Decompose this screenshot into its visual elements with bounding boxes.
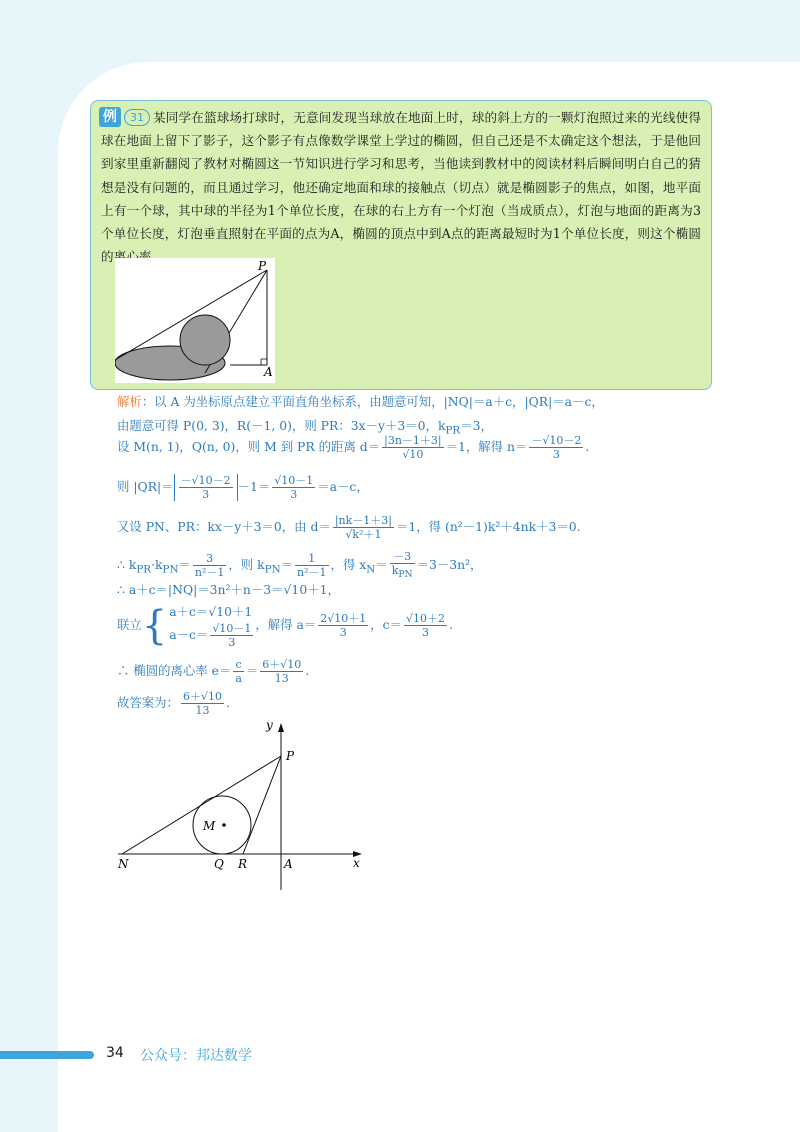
- sol-8-end: .: [449, 617, 453, 632]
- frac-3-2-num: －√10－2: [531, 434, 582, 447]
- sol-line-5: [117, 514, 581, 541]
- sys-eq-2: [169, 622, 255, 649]
- label-q: Q: [214, 857, 224, 871]
- sol-line-6: [117, 550, 482, 581]
- frac-8-c-den: 3: [422, 626, 429, 639]
- frac-10-den: 13: [195, 704, 210, 717]
- sol-text-1: ：以 A 为坐标原点建立平面直角坐标系，由题意可知，|NQ|＝a＋c，|QR|＝a－c，: [141, 394, 604, 409]
- frac-4-1-num: －√10－2: [180, 474, 231, 487]
- sol-text-2-end: ＝3，: [460, 418, 493, 433]
- label-p2: P: [286, 749, 295, 763]
- sol-line-4: [117, 474, 369, 501]
- frac-3-1: [382, 434, 444, 461]
- sys-eq-1: a＋c＝√10＋1: [169, 604, 253, 619]
- sol-sub-2: PR: [445, 424, 461, 437]
- problem-text: [101, 106, 701, 268]
- label-y: y: [266, 718, 273, 732]
- sol-line-7: [117, 580, 340, 598]
- label-m: M: [203, 819, 216, 833]
- sol-4-end: ＝a－c，: [317, 479, 369, 494]
- frac-8-sys-den: 3: [228, 636, 236, 649]
- frac-3-2: [529, 434, 583, 461]
- frac-4-2: [272, 474, 315, 501]
- sol-line-1: [117, 392, 604, 410]
- abs-4: [174, 474, 238, 501]
- sol-6-m1: ，则 k: [228, 557, 265, 573]
- label-r: R: [238, 857, 248, 871]
- sol-5-end: ＝1，得 (n²－1)k²＋4nk＋3＝0.: [396, 519, 581, 534]
- frac-9-2-den: 13: [274, 672, 289, 685]
- frac-8-sys-num: √10－1: [212, 622, 252, 635]
- sol-3-end: .: [585, 439, 590, 454]
- sol-line-3: [117, 434, 589, 461]
- frac-3-1-den: √10: [402, 448, 424, 461]
- frac-6-3-den-k: k: [391, 564, 399, 577]
- example-number: 31: [124, 109, 150, 126]
- problem-body: 某同学在篮球场打球时，无意间发现当球放在地面上时，球的斜上方的一颗灯泡照过来的光线使得球在地面上留下了影子，这个影子有点像数学课堂上学过的椭圆，但自己还是不太确定这个想法，于是他回到家里重新翻阅了教材对椭圆这一节知识进行学习和思考，当他读到教材中的阅读材料后瞬间明白自己的猜想是没有问题的，而且通过学习，他还确定地面和球的接触点（切点）就是椭圆影子的焦点，如图，地平面上有一个球，其中球的半径为1个单位长度，在球的右上方有一个灯泡（当成质点），灯泡与地面的距离为3个单位长度，灯泡垂直照射在平面的点为A，椭圆的顶点中到A点的距离最短时为1个单位长度，则这个椭圆的离心率: [101, 110, 701, 265]
- sol-9-pre: ∴ 椭圆的离心率 e＝: [117, 663, 232, 678]
- sys-eq-2-pre: a－c＝: [169, 627, 209, 642]
- frac-10-num: 6＋√10: [182, 690, 222, 703]
- sol-6-pre: ∴ k: [117, 557, 137, 573]
- frac-9-1-den: a: [235, 672, 242, 685]
- problem-end: .: [241, 249, 246, 265]
- sol-9-eq: ＝: [245, 663, 259, 678]
- page-number: 34: [106, 1045, 124, 1061]
- sol-10-pre: 故答案为：: [117, 695, 179, 710]
- frac-8-c: [404, 612, 447, 639]
- sol-text-7: ∴ a＋c＝|NQ|＝3n²＋n－3＝√10＋1，: [117, 582, 340, 597]
- sol-6-sub4: N: [366, 563, 376, 576]
- sol-8-mid: ，解得 a＝: [255, 617, 317, 632]
- sol-6-eq3: ＝: [375, 557, 388, 573]
- frac-9-2: [260, 658, 303, 685]
- frac-9-1-num: c: [233, 658, 244, 672]
- sol-3-mid: ＝1，解得 n＝: [445, 439, 528, 454]
- frac-8-a: [318, 612, 368, 639]
- sol-line-10: [117, 690, 230, 717]
- frac-6-3: [390, 550, 415, 581]
- sol-9-end: .: [305, 663, 310, 678]
- frac-3-1-num: |3n－1＋3|: [384, 434, 442, 447]
- sol-10-end: .: [225, 695, 230, 710]
- frac-4-2-num: √10－1: [274, 474, 314, 487]
- y-axis-arrow: [278, 723, 284, 732]
- sol-line-9: [117, 658, 309, 685]
- frac-9-2-num: 6＋√10: [262, 658, 302, 671]
- sol-6-sub1: PR: [136, 563, 152, 576]
- frac-6-2: [295, 552, 329, 579]
- label-x: x: [353, 856, 360, 870]
- frac-6-2-num: 1: [295, 552, 329, 566]
- line-pr: [243, 756, 281, 854]
- label-a: A: [264, 365, 273, 379]
- sol-text-2: 由题意可得 P(0, 3)，R(－1, 0)，则 PR：3x－y＋3＝0，k: [117, 418, 446, 433]
- frac-6-1: [193, 552, 227, 579]
- frac-5-num: |nk－1＋3|: [334, 514, 392, 527]
- frac-3-2-den: 3: [552, 448, 560, 461]
- frac-4-2-den: 3: [290, 488, 298, 501]
- example-label: 例: [99, 107, 121, 127]
- sol-6-sub2: PN: [162, 563, 179, 576]
- center-m-point: [222, 823, 226, 827]
- sol-6-end: ＝3－3n²，: [416, 557, 483, 573]
- shadow-figure: [115, 258, 275, 383]
- sol-6-eq: ＝: [178, 557, 191, 573]
- frac-9-1: [233, 658, 244, 685]
- sol-6-dot: ·k: [151, 557, 163, 573]
- frac-5: [333, 514, 394, 541]
- frac-8-sys: [210, 622, 253, 649]
- sol-3-pre: 设 M(n, 1)，Q(n, 0)，则 M 到 PR 的距离 d＝: [117, 439, 381, 454]
- frac-6-2-den: n²－1: [297, 566, 327, 580]
- frac-6-1-num: 3: [193, 552, 227, 566]
- frac-8-a-num: 2√10＋1: [320, 612, 367, 625]
- frac-8-c-num: √10＋2: [406, 612, 446, 625]
- frac-6-3-den-sub: PN: [398, 569, 413, 581]
- frac-8-a-den: 3: [339, 626, 347, 639]
- frac-5-den: √k²＋1: [345, 528, 382, 541]
- sol-6-m2: ，得 x: [330, 557, 367, 573]
- system-brace: {: [141, 602, 168, 649]
- label-n: N: [118, 857, 129, 871]
- frac-4-1-den: 3: [202, 488, 210, 501]
- equation-system: [169, 602, 255, 649]
- footer-accent-bar: [0, 1051, 94, 1059]
- sol-8-pre: 联立: [117, 617, 142, 632]
- sol-4-mid: －1＝: [237, 479, 271, 494]
- ball: [180, 315, 230, 365]
- label-a2: A: [284, 857, 293, 871]
- label-p: P: [258, 259, 267, 273]
- sol-6-eq2: ＝: [280, 557, 294, 573]
- coordinate-figure: [110, 718, 370, 893]
- frac-6-3-den: [390, 564, 415, 581]
- sol-4-pre: 则 |QR|＝: [117, 479, 174, 494]
- frac-6-1-den: n²－1: [194, 566, 225, 580]
- frac-6-3-num: －3: [390, 550, 415, 564]
- sol-5-pre: 又设 PN、PR：kx－y＋3＝0，由 d＝: [117, 519, 331, 534]
- circle-m: [193, 796, 251, 854]
- footer-text: 公众号：邦达数学: [140, 1048, 252, 1064]
- sol-line-8: [117, 602, 453, 649]
- frac-4-1: [179, 474, 233, 501]
- frac-10: [181, 690, 224, 717]
- sol-6-sub3: PN: [264, 563, 281, 576]
- solution-label: 解析: [117, 394, 142, 409]
- sol-8-mid2: ，c＝: [370, 617, 402, 632]
